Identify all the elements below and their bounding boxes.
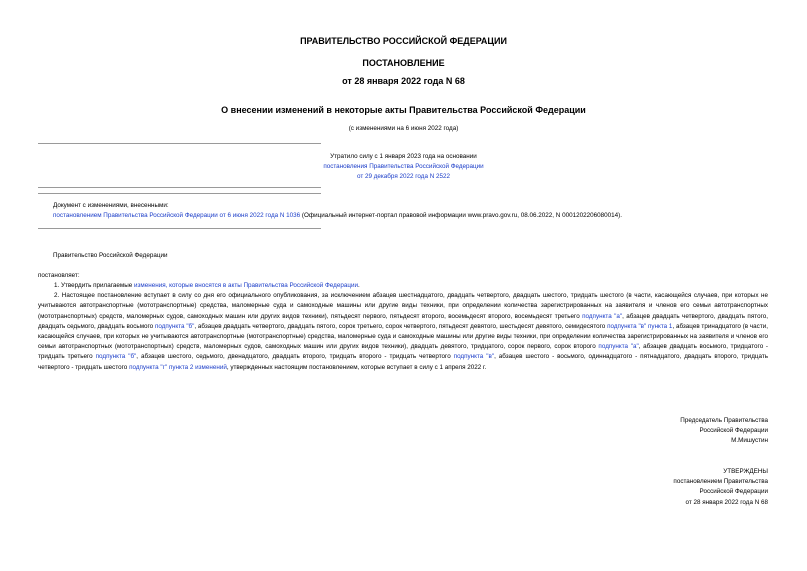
p2-text-h: , утвержденных настоящим постановлением, которые вступает в силу с 1 апреля 2022 г. — [226, 363, 487, 371]
decree-word: постановляет: — [38, 272, 80, 279]
publication-info: (Официальный интернет-портал правовой информации www.pravo.gov.ru, 08.06.2022, N 0001202206080014). — [300, 212, 622, 219]
subclause-b-link-2[interactable]: подпункта "б" — [95, 353, 137, 361]
approval-block — [673, 467, 768, 508]
amendments-link[interactable]: изменения, которые вносятся в акты Правительства Российской Федерации — [134, 282, 358, 289]
document-title: О внесении изменений в некоторые акты Правительства Российской Федерации — [221, 105, 586, 115]
document-type: ПОСТАНОВЛЕНИЕ — [362, 58, 445, 68]
decree-body — [38, 281, 768, 373]
revision-note: (с изменениями на 6 июня 2022 года) — [348, 125, 459, 132]
subclause-v-clause-1-link[interactable]: подпункта "в" пункта 1 — [607, 322, 673, 330]
issuer: Правительство Российской Федерации — [53, 252, 168, 259]
subclause-b-link[interactable]: подпункта "б" — [154, 322, 195, 330]
approved-by: постановлением Правительства — [673, 478, 768, 486]
p2-text-f: , абзацев шестого, седьмого, двенадцатого, двадцать второго, тридцать второго - тридцать четвертого — [136, 353, 454, 361]
signatory-position: Председатель Правительства — [680, 417, 768, 424]
p2-text-c: , абзацев двадцать четвертого, двадцать пятого, сорок третьего, сорок четвертого, пятьдесят девятого, шестьдесят девятого, семидесятого — [194, 322, 608, 330]
p2-text-e: , абзацев двадцать восьмого, тридцатого - тридцать третьего — [38, 343, 768, 361]
p2-text-a: 2. Настоящее постановление вступает в силу со дня его официального опубликования, за исключением абзацев шестнадцатого, двадцать четвертого, двадцать шестого, тридцать шестого (в части, касающейся случаев, при которых не учитываются автотранспортные (мототранспортные) средства, маломерные суда и самоходные машины или другие виды техники, при определении количества зарегистрированных на заявителя и членов его семьи автотранспортных (мототранспортных) средств, маломерных судов, самоходных машин или других видов техники), пятьдесят первого, пятьдесят второго, восемьдесят второго, восемьдесят третьего — [38, 292, 768, 320]
lost-force-link-date[interactable]: от 29 декабря 2022 года N 2522 — [356, 173, 451, 180]
p2-text-d: , абзацев тринадцатого (в части, касающейся случаев, при которых не учитываются автотранспортные (мототранспортные) средства, маломерные суда и самоходные машины или другие виды техники, при определении количества зарегистрированных на заявителя и членов его семьи автотранспортных (мототранспортных) средств, маломерных судов, самоходных машин или других видов техники), двадцать девятого, тридцатого, сорок первого, сорок второго — [38, 322, 768, 351]
signatory-name: М.Мишустин — [731, 437, 768, 445]
paragraph-1 — [38, 281, 768, 291]
approved-date: от 28 января 2022 года N 68 — [685, 498, 768, 506]
subclause-v-link-2[interactable]: подпункта "в" — [453, 353, 495, 361]
paragraph-1-end: . — [357, 282, 360, 289]
paragraph-2 — [38, 291, 768, 373]
p2-text-b: , абзацев двадцать четвертого, двадцать пятого, двадцать седьмого, двадцать восьмого — [38, 312, 768, 330]
paragraph-1-text: 1. Утвердить прилагаемые — [54, 282, 134, 289]
divider — [38, 143, 321, 144]
lost-force-link[interactable]: постановления Правительства Российской Федерации — [323, 163, 484, 170]
lost-force-link-line1[interactable] — [0, 162, 807, 172]
approved-heading: УТВЕРЖДЕНЫ — [723, 468, 768, 475]
subclause-g-clause-2-link[interactable]: подпункта "г" пункта 2 изменений — [129, 363, 227, 371]
issuing-authority: ПРАВИТЕЛЬСТВО РОССИЙСКОЙ ФЕДЕРАЦИИ — [300, 36, 507, 46]
amending-decree-link[interactable]: постановлением Правительства Российской Федерации от 6 июня 2022 года N 1036 — [53, 212, 301, 219]
signatory-country: Российской Федерации — [699, 427, 768, 435]
lost-force-link-line2[interactable] — [0, 172, 807, 182]
lost-force-note: Утратило силу с 1 января 2023 года на основании — [330, 153, 477, 160]
approved-country: Российской Федерации — [699, 488, 768, 496]
changes-source — [53, 211, 773, 221]
document-date-number: от 28 января 2022 года N 68 — [342, 76, 465, 86]
divider — [38, 187, 321, 188]
divider — [38, 193, 321, 194]
subclause-a-link-2[interactable]: подпункта "а" — [598, 343, 639, 351]
changes-label: Документ с изменениями, внесенными: — [53, 202, 169, 209]
signature-block — [680, 416, 768, 447]
divider — [38, 228, 321, 229]
p2-text-g: , абзацев шестого - восьмого, одиннадцатого - пятнадцатого, двадцать второго, тридцать четвертого - тридцать шестого — [38, 353, 769, 371]
subclause-a-link[interactable]: подпункта "а" — [582, 312, 623, 320]
